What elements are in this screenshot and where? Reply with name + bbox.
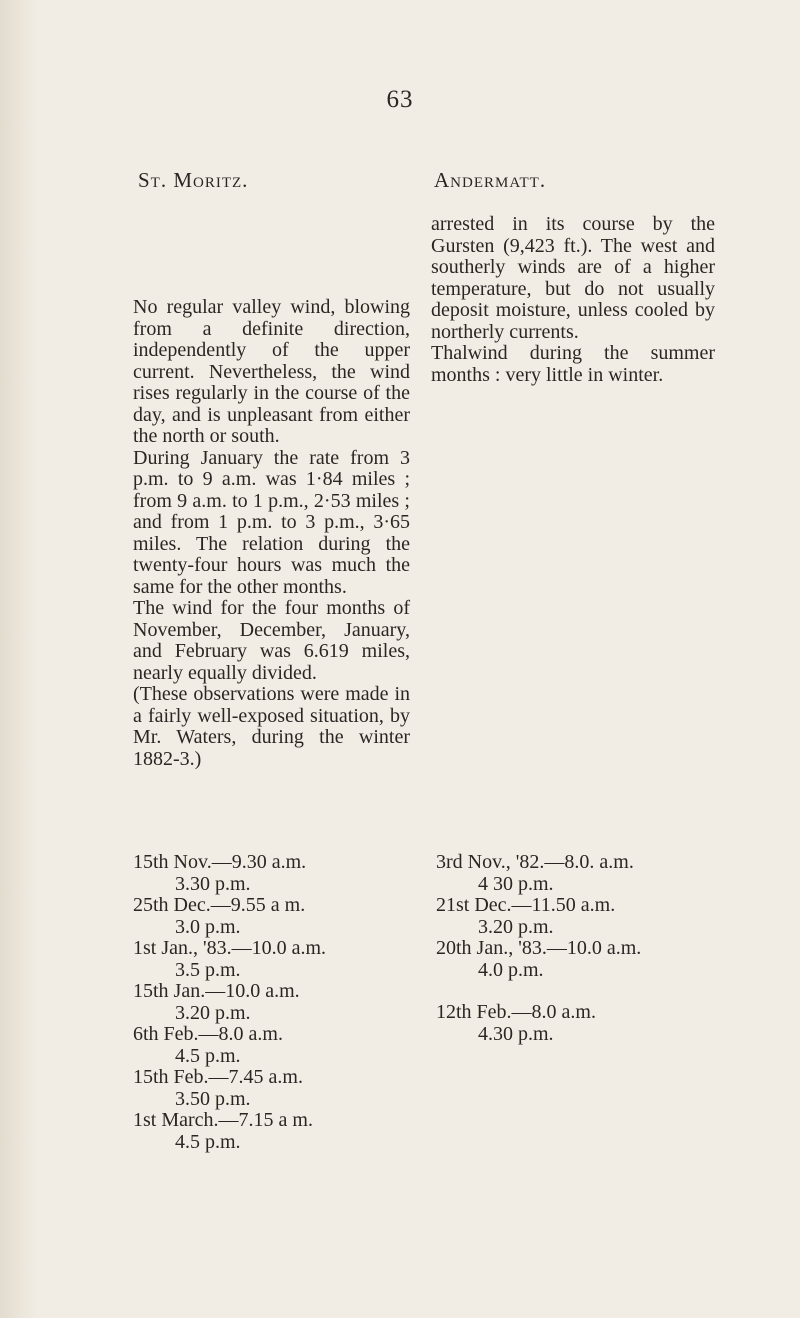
page-binding-shadow bbox=[0, 0, 38, 1318]
column-heading-st-moritz: St. Moritz. bbox=[138, 168, 249, 192]
observation-date-row: 1st March.—7.15 a m. bbox=[133, 1109, 313, 1131]
observation-date-row: 15th Feb.—7.45 a.m. bbox=[133, 1066, 303, 1088]
observation-date-row: 1st Jan., '83.—10.0 a.m. bbox=[133, 937, 327, 959]
observation-date-row: 6th Feb.—8.0 a.m. bbox=[133, 1023, 283, 1045]
observation-date-row: 15th Nov.—9.30 a.m. bbox=[133, 851, 307, 873]
observation-date-row: 20th Jan., '83.—10.0 a.m. bbox=[436, 937, 642, 959]
st-moritz-paragraph: During January the rate from 3 p.m. to 9 a.m. was 1·84 miles ; from 9 a.m. to 1 p.m., 2·53 miles ; and from 1 p.m. to 3 p.m., 3·65 miles. The relation during the twenty-four hours was much the same for the other months. bbox=[133, 446, 410, 598]
st-moritz-paragraph: (These observations were made in a fairly well-exposed situation, by Mr. Waters, during the winter 1882-3.) bbox=[133, 683, 410, 770]
observation-second-time: 3.30 p.m. bbox=[175, 872, 251, 895]
st-moritz-paragraph: The wind for the four months of November, December, January, and February was 6.619 miles, nearly equally divided. bbox=[133, 597, 410, 684]
andermatt-paragraph: Thalwind during the summer months : very little in winter. bbox=[431, 342, 715, 386]
andermatt-paragraph: arrested in its course by the Gursten (9,423 ft.). The west and southerly winds are of a higher temperature, but do not usually deposit moisture, unless cooled by northerly currents. bbox=[431, 213, 715, 343]
page-number: 63 bbox=[386, 86, 414, 113]
observation-second-time: 3.0 p.m. bbox=[175, 915, 241, 938]
st-moritz-text bbox=[133, 297, 410, 770]
observation-date-row: 3rd Nov., '82.—8.0. a.m. bbox=[436, 851, 634, 873]
observation-second-time: 3.50 p.m. bbox=[175, 1087, 251, 1110]
spacer bbox=[436, 981, 726, 1002]
observation-second-time: 4.0 p.m. bbox=[478, 958, 544, 981]
observation-date-row: 12th Feb.—8.0 a.m. bbox=[436, 1001, 596, 1023]
observation-second-time: 4.30 p.m. bbox=[478, 1022, 554, 1045]
observation-second-time: 4.5 p.m. bbox=[175, 1130, 241, 1153]
observation-second-time: 3.20 p.m. bbox=[175, 1001, 251, 1024]
observation-second-time: 3.20 p.m. bbox=[478, 915, 554, 938]
st-moritz-observation-times bbox=[133, 852, 413, 1153]
andermatt-observation-times bbox=[436, 852, 726, 1045]
observation-date-row: 15th Jan.—10.0 a.m. bbox=[133, 980, 300, 1002]
observation-second-time: 4.5 p.m. bbox=[175, 1044, 241, 1067]
st-moritz-paragraph: No regular valley wind, blowing from a definite direction, independently of the upper current. Nevertheless, the wind rises regularly in the course of the day, and is unpleasant from either the north or south. bbox=[133, 296, 410, 447]
observation-second-time: 3.5 p.m. bbox=[175, 958, 241, 981]
observation-date-row: 21st Dec.—11.50 a.m. bbox=[436, 894, 616, 916]
column-heading-andermatt: Andermatt. bbox=[434, 168, 547, 192]
observation-second-time: 4 30 p.m. bbox=[478, 872, 554, 895]
andermatt-text bbox=[431, 214, 715, 386]
observation-date-row: 25th Dec.—9.55 a m. bbox=[133, 894, 306, 916]
